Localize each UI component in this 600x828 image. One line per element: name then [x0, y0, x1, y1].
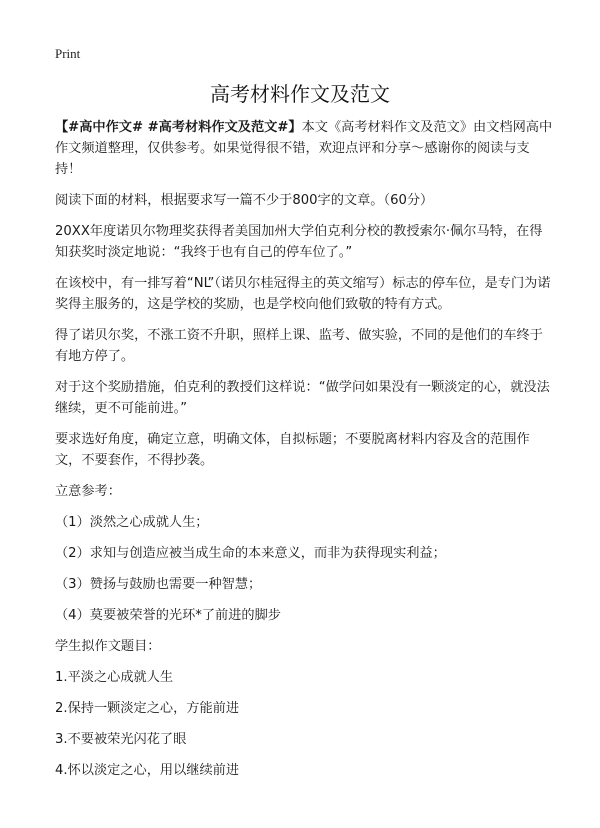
body-paragraph: 在该校中，有一排写着“NL”（诺贝尔桂冠得主的英文缩写）标志的停车位，是专门为诺奖得主服务的，这是学校的奖励，也是学校向他们致敬的特有方式。	[55, 276, 551, 312]
idea-item: （4）莫要被荣誉的光环*了前进的脚步	[55, 608, 281, 623]
title-item: 4.怀以淡定之心，用以继续前进	[55, 763, 240, 778]
idea-item: （2）求知与创造应被当成生命的本来意义，而非为获得现实利益；	[55, 546, 446, 561]
body-paragraph: 要求选好角度，确定立意，明确文体，自拟标题；不要脱离材料内容及含的范围作文，不要套作，不得抄袭。	[55, 432, 530, 468]
title-item: 2.保持一颗淡定之心，方能前进	[55, 701, 240, 716]
print-link[interactable]: Print	[55, 46, 81, 61]
idea-item: （3）赞扬与鼓励也需要一种智慧；	[55, 577, 262, 592]
document-body	[55, 117, 555, 791]
titles-heading: 学生拟作文题目：	[55, 639, 161, 654]
idea-item: （1）淡然之心成就人生；	[55, 515, 209, 530]
intro-paragraph	[55, 117, 555, 180]
title-item: 1.平淡之心成就人生	[55, 670, 174, 685]
page-title: 高考材料作文及范文	[210, 82, 390, 106]
body-paragraph: 对于这个奖励措施，伯克利的教授们这样说：“做学问如果没有一颗淡定的心，就没法继续，更不可能前进。”	[55, 380, 550, 416]
body-paragraph: 20XX年度诺贝尔物理奖获得者美国加州大学伯克利分校的教授索尔·佩尔马特，在得知获奖时淡定地说：“我终于也有自己的停车位了。”	[55, 224, 543, 260]
body-paragraph: 阅读下面的材料，根据要求写一篇不少于800字的文章。（60分）	[55, 193, 434, 208]
intro-text: 本文《高考材料作文及范文》由文档网高中作文频道整理，仅供参考。如果觉得很不错，欢迎点评和分享～感谢你的阅读与支持！	[55, 120, 553, 177]
body-paragraph: 得了诺贝尔奖，不涨工资不升职，照样上课、监考、做实验，不同的是他们的车终于有地方停了。	[55, 328, 543, 364]
ideas-heading: 立意参考：	[55, 484, 121, 499]
title-item: 3.不要被荣光闪花了眼	[55, 732, 187, 747]
intro-tag: 【#高中作文# #高考材料作文及范文#】	[55, 120, 302, 135]
